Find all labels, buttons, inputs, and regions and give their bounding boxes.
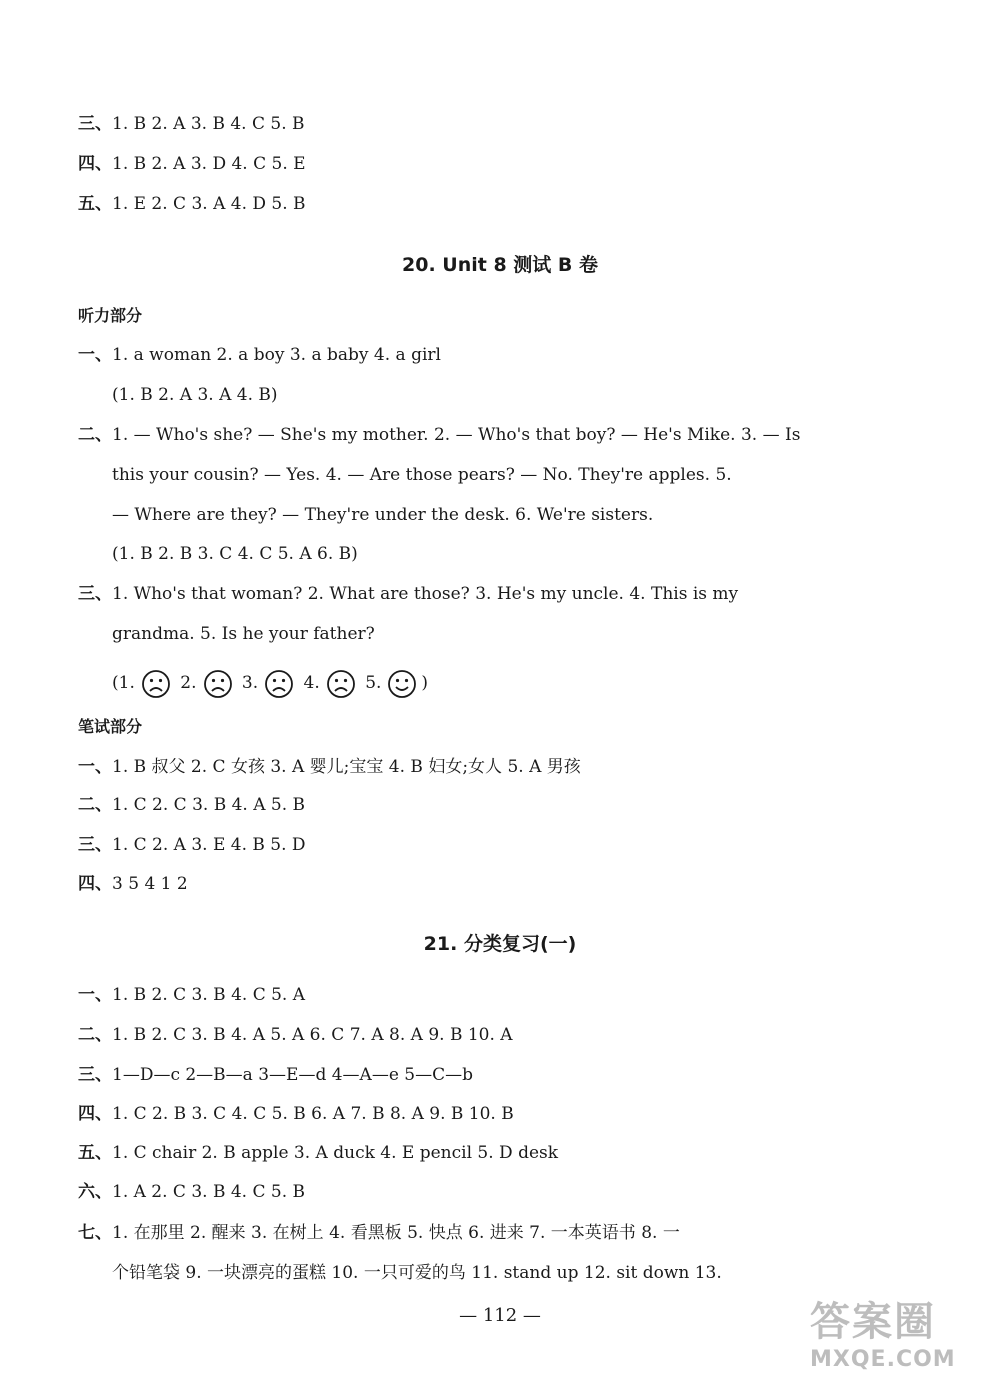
answer-row [78, 793, 305, 817]
watermark-text: 答案圈 [810, 1299, 936, 1345]
watermark-logo [810, 1290, 990, 1380]
answer-row [78, 872, 188, 896]
question-label: 七、 [78, 1223, 112, 1243]
face-number: 2. [180, 673, 197, 693]
page-number: — 112 — [459, 1305, 541, 1326]
answer-row [78, 582, 738, 606]
question-label: 三、 [78, 584, 112, 604]
answer-row [78, 192, 306, 216]
subsection-heading: 笔试部分 [78, 717, 143, 736]
face-number: (1. [112, 673, 135, 693]
question-label: 六、 [78, 1182, 112, 1202]
watermark-url: MXQE.COM [810, 1347, 956, 1372]
question-label: 四、 [78, 154, 112, 174]
answer-text: 1. C 2. B 3. C 4. C 5. B 6. A 7. B 8. A 9. B 10. B [112, 1104, 514, 1124]
answer-row [78, 423, 800, 447]
answer-text: 1—D—c 2—B—a 3—E—d 4—A—e 5—C—b [112, 1065, 473, 1085]
section-title: 21. 分类复习(一) [423, 933, 577, 955]
subsection-heading: 听力部分 [78, 306, 143, 325]
face-number: 5. [365, 673, 382, 693]
question-label: 三、 [78, 114, 112, 134]
question-label: 五、 [78, 1143, 112, 1163]
answer-text: — Where are they? — They're under the desk. 6. We're sisters. [112, 505, 654, 525]
answer-key: (1. B 2. B 3. C 4. C 5. A 6. B) [112, 544, 358, 564]
answer-row [78, 983, 305, 1007]
section-title: 20. Unit 8 测试 B 卷 [402, 254, 598, 276]
answer-text: 个铅笔袋 9. 一块漂亮的蛋糕 10. 一只可爱的鸟 11. stand up 12. sit down 13. [112, 1263, 722, 1283]
answer-text: 1. a woman 2. a boy 3. a baby 4. a girl [112, 345, 441, 365]
face-number: 3. [241, 673, 259, 693]
question-label: 一、 [78, 757, 112, 777]
sad-face-icon [141, 669, 171, 699]
question-label: 二、 [78, 1025, 112, 1045]
sad-face-icon [326, 669, 356, 699]
face-close-paren: ) [421, 673, 429, 693]
answer-row [78, 1221, 680, 1245]
answer-text: 1. A 2. C 3. B 4. C 5. B [112, 1182, 306, 1202]
answer-row [78, 833, 306, 857]
question-label: 一、 [78, 345, 112, 365]
question-label: 四、 [78, 874, 112, 894]
question-label: 一、 [78, 985, 112, 1005]
answer-row [78, 343, 441, 367]
answer-row [78, 1141, 558, 1165]
question-label: 三、 [78, 835, 112, 855]
answer-row [78, 152, 306, 176]
answer-row [78, 1102, 514, 1126]
face-number: 4. [303, 673, 320, 693]
answer-row [78, 1023, 513, 1047]
answer-text: 1. 在那里 2. 醒来 3. 在树上 4. 看黑板 5. 快点 6. 进来 7. 一本英语书 8. 一 [112, 1223, 680, 1243]
answer-text: 1. B 叔父 2. C 女孩 3. A 婴儿;宝宝 4. B 妇女;女人 5. A 男孩 [112, 757, 581, 777]
question-label: 二、 [78, 795, 112, 815]
answer-text: this your cousin? — Yes. 4. — Are those pears? — No. They're apples. 5. [112, 465, 732, 485]
answer-text: 1. — Who's she? — She's my mother. 2. — Who's that boy? — He's Mike. 3. — Is [112, 425, 801, 445]
answer-key: (1. B 2. A 3. A 4. B) [112, 385, 278, 405]
question-label: 四、 [78, 1104, 112, 1124]
answer-text: 1. Who's that woman? 2. What are those? 3. He's my uncle. 4. This is my [112, 584, 739, 604]
answer-text: 1. B 2. A 3. B 4. C 5. B [112, 114, 305, 134]
face-answers [112, 668, 428, 699]
question-label: 五、 [78, 194, 112, 214]
answer-row [78, 112, 305, 136]
answer-row [78, 755, 581, 779]
answer-text: 1. C 2. A 3. E 4. B 5. D [112, 835, 306, 855]
answer-text: 1. B 2. C 3. B 4. C 5. A [112, 985, 306, 1005]
answer-text: 1. E 2. C 3. A 4. D 5. B [112, 194, 306, 214]
sad-face-icon [203, 669, 233, 699]
answer-row [78, 1063, 473, 1087]
happy-face-icon [387, 669, 417, 699]
answer-text: 1. C chair 2. B apple 3. A duck 4. E pencil 5. D desk [112, 1143, 559, 1163]
answer-text: 1. B 2. C 3. B 4. A 5. A 6. C 7. A 8. A 9. B 10. A [112, 1025, 513, 1045]
answer-text: 1. C 2. C 3. B 4. A 5. B [112, 795, 306, 815]
sad-face-icon [264, 669, 294, 699]
answer-text: grandma. 5. Is he your father? [112, 624, 375, 644]
answer-text: 3 5 4 1 2 [112, 874, 188, 894]
question-label: 二、 [78, 425, 112, 445]
answer-text: 1. B 2. A 3. D 4. C 5. E [112, 154, 306, 174]
question-label: 三、 [78, 1065, 112, 1085]
answer-row [78, 1180, 305, 1204]
